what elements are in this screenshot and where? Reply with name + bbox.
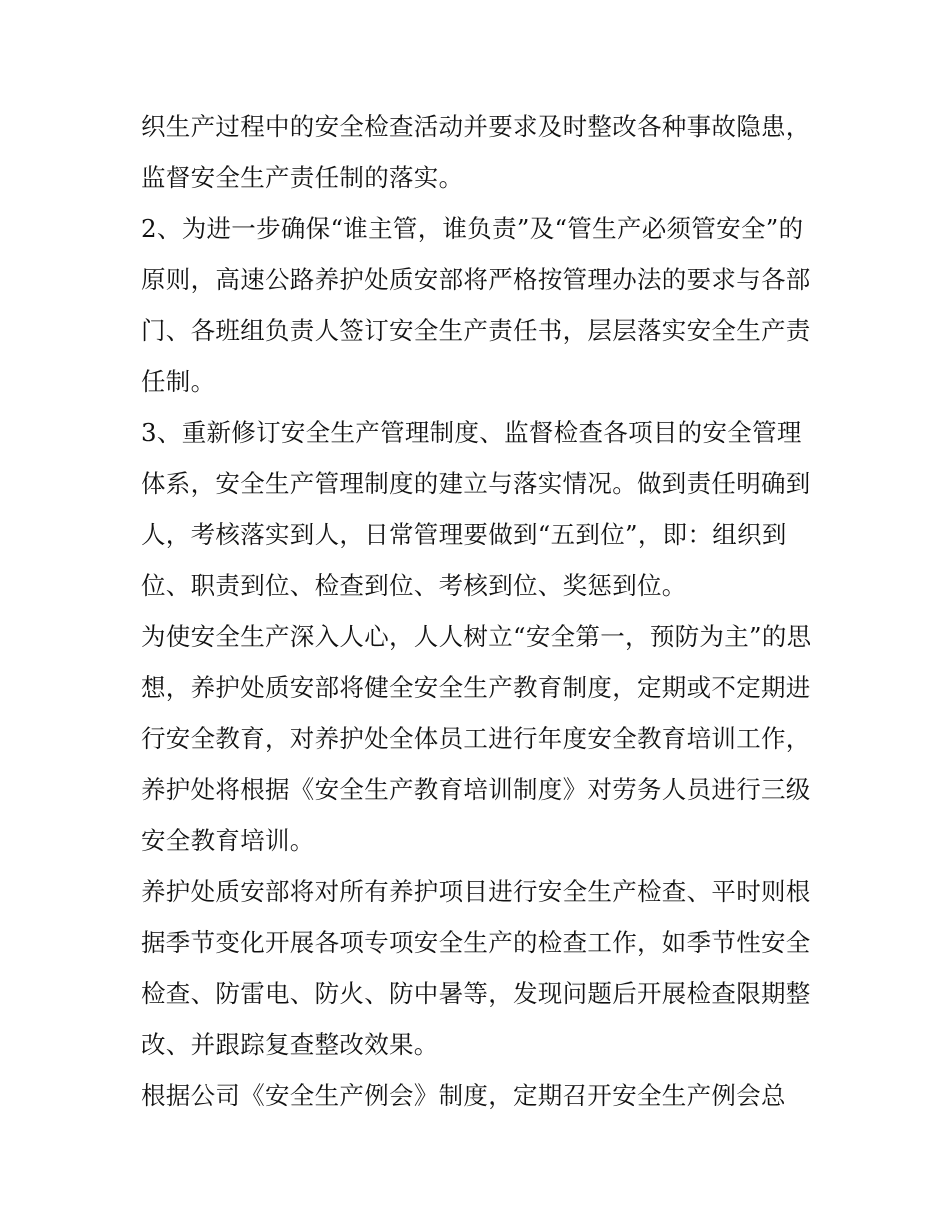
text-line: 监督安全生产责任制的落实。 — [141, 163, 464, 192]
text-line: 任制。 — [141, 367, 216, 396]
text-line: 门、各班组负责人签订安全生产责任书，层层落实安全生产责 — [141, 316, 811, 345]
text-line: 位、职责到位、检查到位、考核到位、奖惩到位。 — [141, 571, 687, 600]
text-line: 织生产过程中的安全检查活动并要求及时整改各种事故隐患， — [141, 112, 811, 141]
text-line: 据季节变化开展各项专项安全生产的检查工作，如季节性安全 — [141, 928, 811, 957]
text-line: 根据公司《安全生产例会》制度，定期召开安全生产例会总 — [141, 1081, 786, 1110]
text-line: 人，考核落实到人，日常管理要做到“五到位”，即：组织到 — [141, 520, 787, 549]
text-line: 3、重新修订安全生产管理制度、监督检查各项目的安全管理 — [141, 418, 802, 447]
text-line: 养护处将根据《安全生产教育培训制度》对劳务人员进行三级 — [141, 775, 811, 804]
text-line: 体系，安全生产管理制度的建立与落实情况。做到责任明确到 — [141, 469, 811, 498]
text-line: 改、并跟踪复查整改效果。 — [141, 1030, 439, 1059]
text-line: 养护处质安部将对所有养护项目进行安全生产检查、平时则根 — [141, 877, 811, 906]
text-line: 2、为进一步确保“谁主管，谁负责”及“管生产必须管安全”的 — [141, 214, 804, 243]
text-line: 为使安全生产深入人心，人人树立“安全第一，预防为主”的思 — [141, 622, 812, 651]
text-line: 安全教育培训。 — [141, 826, 315, 855]
text-line: 想，养护处质安部将健全安全生产教育制度，定期或不定期进 — [141, 673, 811, 702]
text-line: 原则，高速公路养护处质安部将严格按管理办法的要求与各部 — [141, 265, 811, 294]
text-line: 行安全教育，对养护处全体员工进行年度安全教育培训工作， — [141, 724, 811, 753]
text-line: 检查、防雷电、防火、防中暑等，发现问题后开展检查限期整 — [141, 979, 811, 1008]
